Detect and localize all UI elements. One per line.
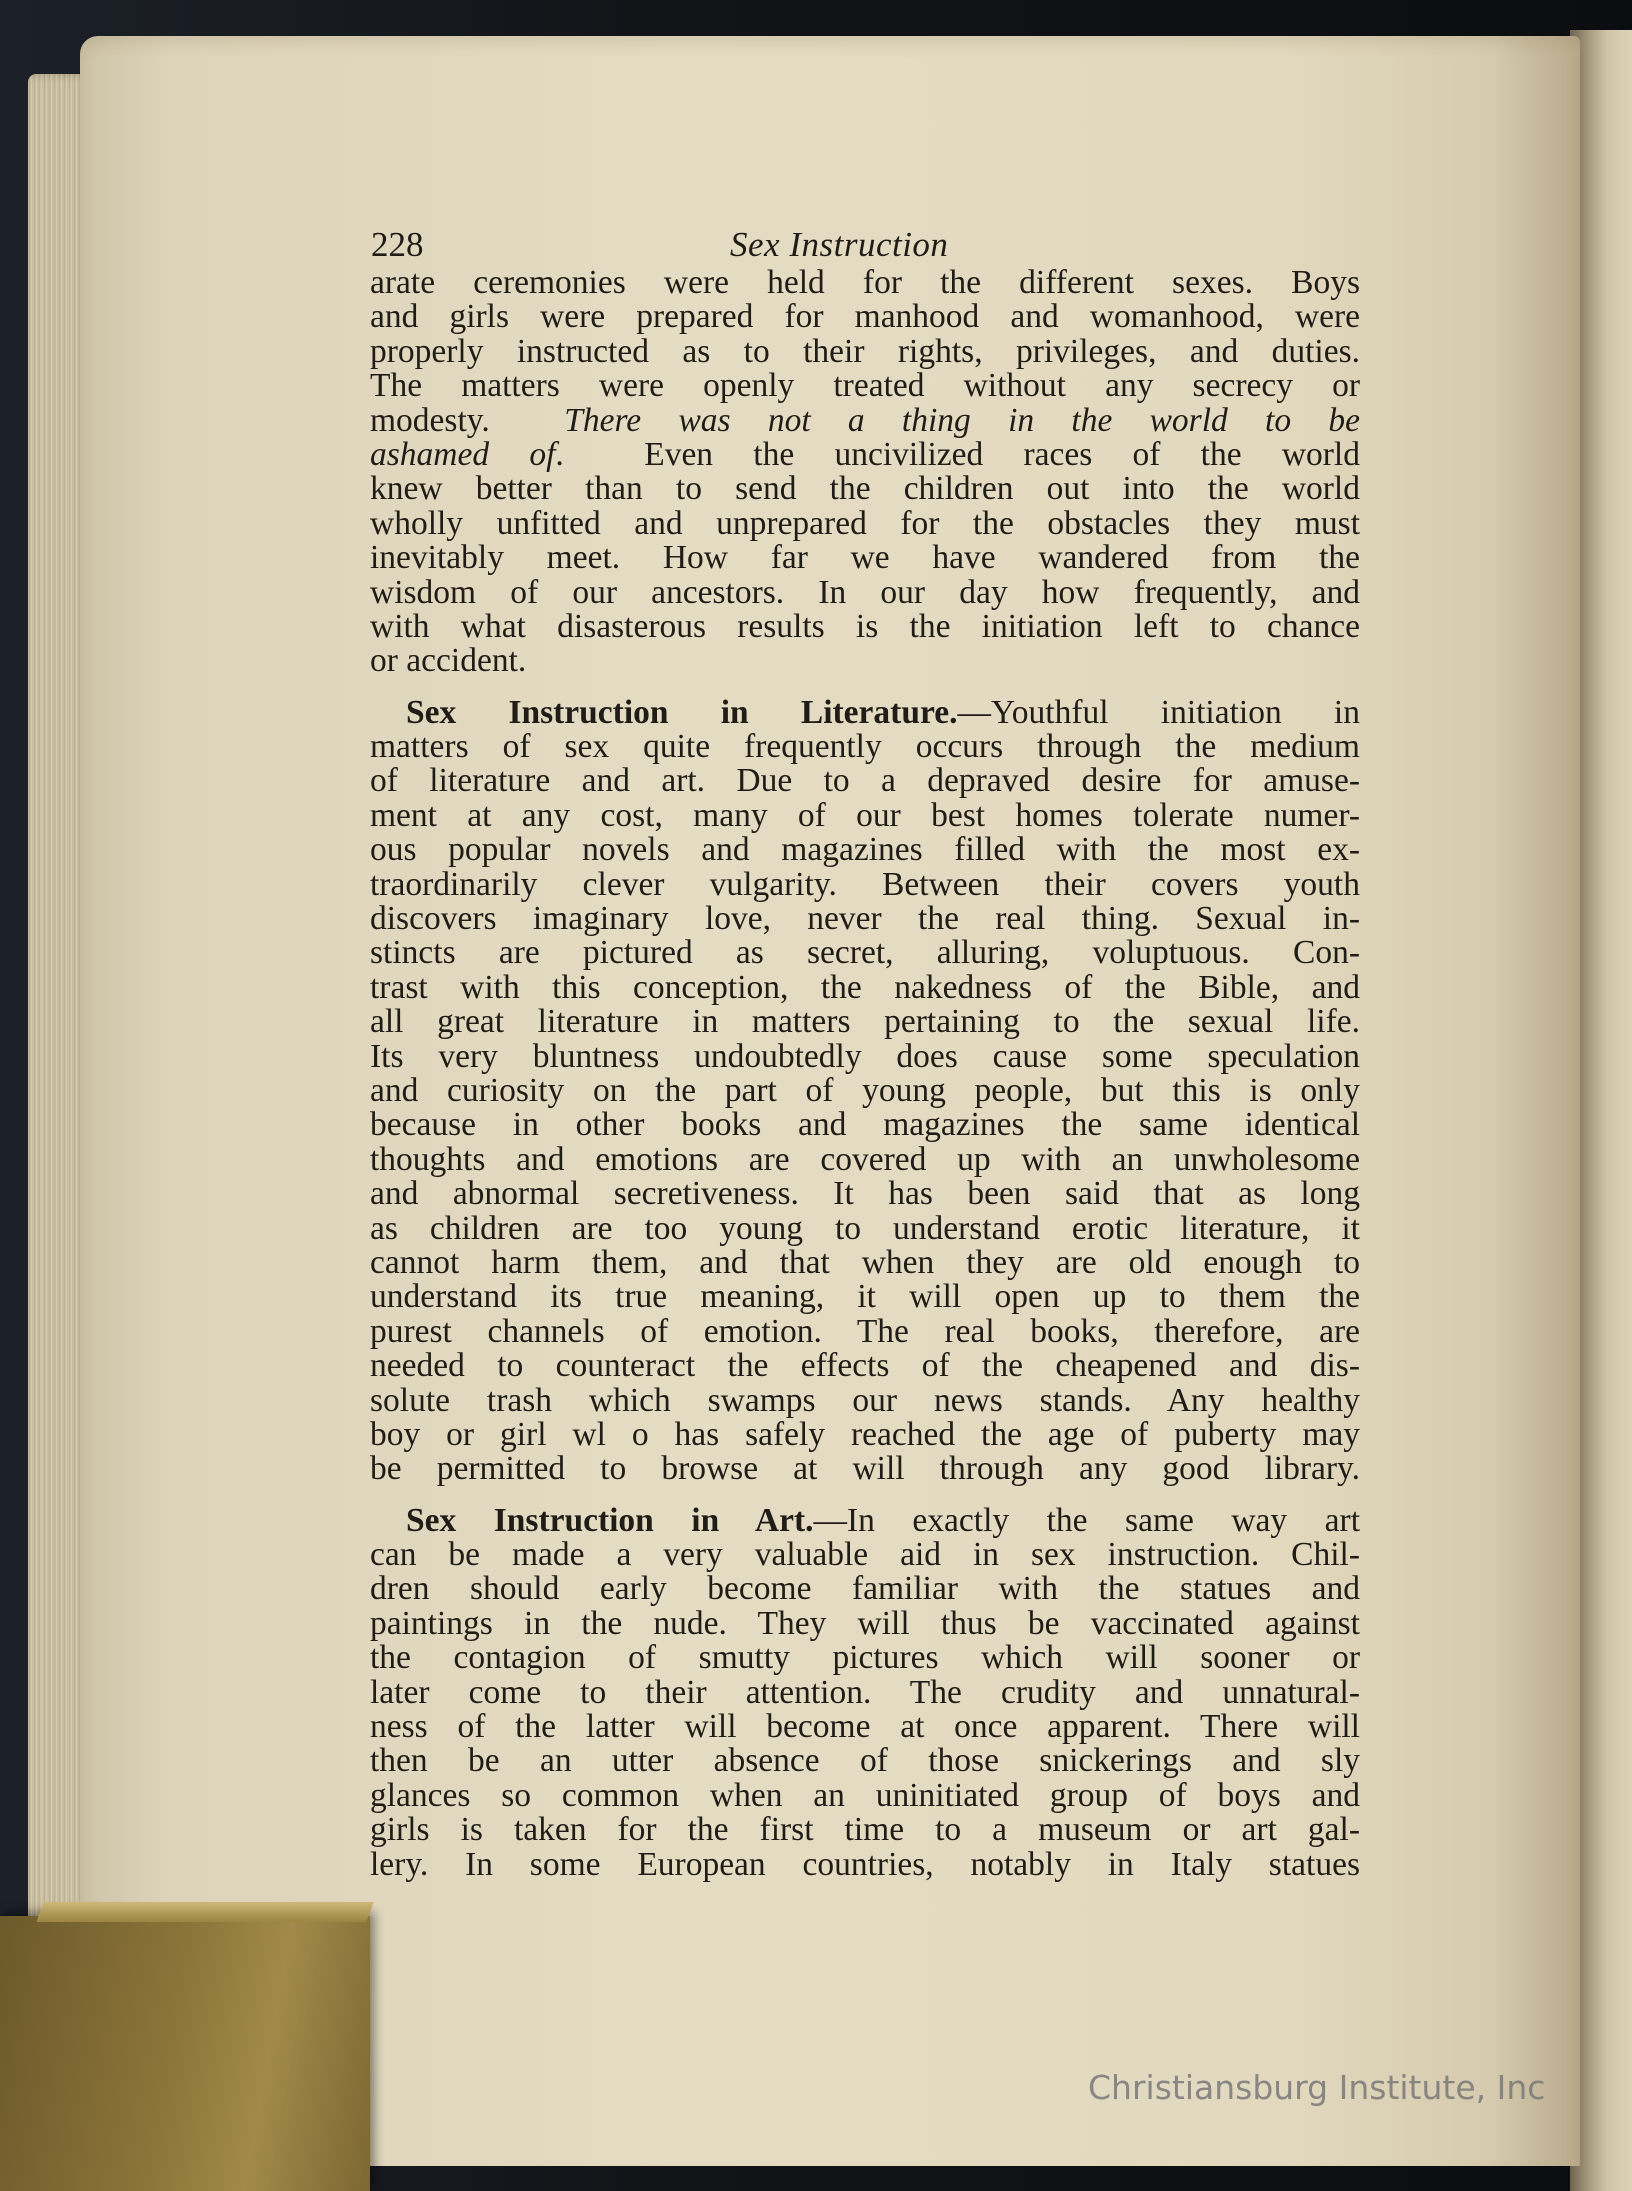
paragraph-1 xyxy=(370,266,1360,679)
section-heading-art: Sex Instruction in Art. xyxy=(406,1501,814,1539)
text-line: needed to counteract the effects of the cheapened and dis- xyxy=(370,1347,1360,1385)
text-line: paintings in the nude. They will thus be vaccinated against xyxy=(370,1604,1360,1642)
text-line: discovers imaginary love, never the real thing. Sexual in- xyxy=(370,900,1360,938)
text-line: and abnormal secretiveness. It has been said that as long xyxy=(370,1175,1360,1213)
text-line: because in other books and magazines the same identical xyxy=(370,1106,1360,1144)
text-line: thoughts and emotions are covered up with an unwholesome xyxy=(370,1140,1360,1178)
paragraph-literature xyxy=(370,693,1360,1488)
text-line: matters of sex quite frequently occurs through the medium xyxy=(370,728,1360,766)
text-line: boy or girl wl o has safely reached the age of puberty may xyxy=(370,1415,1360,1453)
text-line: understand its true meaning, it will open up to them the xyxy=(370,1278,1360,1316)
text-line: be permitted to browse at will through any good library. xyxy=(370,1450,1360,1488)
text-line: properly instructed as to their rights, privileges, and duties. xyxy=(370,332,1360,370)
watermark: Christiansburg Institute, Inc xyxy=(1088,2068,1546,2107)
text-line: knew better than to send the children out into the world xyxy=(370,470,1360,508)
text-line: glances so common when an uninitiated group of boys and xyxy=(370,1776,1360,1814)
page-number: 228 xyxy=(371,225,424,264)
italic-phrase: ashamed of xyxy=(370,435,556,473)
text-line: cannot harm them, and that when they are old enough to xyxy=(370,1243,1360,1281)
text-line: traordinarily clever vulgarity. Between their covers youth xyxy=(370,865,1360,903)
text-line: dren should early become familiar with the statues and xyxy=(370,1570,1360,1608)
text-line: ment at any cost, many of our best homes tolerate numer- xyxy=(370,796,1360,834)
running-title: Sex Instruction xyxy=(730,225,949,264)
text-line-with-italic: ashamed of. Even the uncivilized races of the world xyxy=(370,435,1360,473)
text-line: trast with this conception, the nakedness of the Bible, and xyxy=(370,968,1360,1006)
text-line: ous popular novels and magazines filled with the most ex- xyxy=(370,831,1360,869)
bookmark-block xyxy=(0,1916,370,2191)
text-line: of literature and art. Due to a depraved desire for amuse- xyxy=(370,762,1360,800)
text-line: and girls were prepared for manhood and womanhood, were xyxy=(370,298,1360,336)
text-line: girls is taken for the first time to a museum or art gal- xyxy=(370,1811,1360,1849)
running-head xyxy=(370,210,1360,266)
text-line: purest channels of emotion. The real books, therefore, are xyxy=(370,1312,1360,1350)
text-line: wholly unfitted and unprepared for the obstacles they must xyxy=(370,504,1360,542)
text-line: then be an utter absence of those snickerings and sly xyxy=(370,1742,1360,1780)
text-line: lery. In some European countries, notably in Italy statues xyxy=(370,1845,1360,1883)
text-line: the contagion of smutty pictures which will sooner or xyxy=(370,1639,1360,1677)
text-line: or accident. xyxy=(370,642,527,680)
text-line-with-heading xyxy=(370,1501,1360,1539)
section-heading-literature: Sex Instruction in Literature. xyxy=(406,693,958,731)
text-line: and curiosity on the part of young people, but this is only xyxy=(370,1071,1360,1109)
text-line-with-italic: modesty. There was not a thing in the world to be xyxy=(370,401,1360,439)
heading-continuation: —In exactly the same way art xyxy=(813,1501,1360,1539)
text-line: wisdom of our ancestors. In our day how frequently, and xyxy=(370,573,1360,611)
text-line: can be made a very valuable aid in sex instruction. Chil- xyxy=(370,1536,1360,1574)
text-line: inevitably meet. How far we have wandered from the xyxy=(370,539,1360,577)
text-line: arate ceremonies were held for the different sexes. Boys xyxy=(370,264,1360,301)
italic-phrase: There was not a thing in the world to be xyxy=(564,401,1360,439)
text-line: as children are too young to understand erotic literature, it xyxy=(370,1209,1360,1247)
heading-continuation: —Youthful initiation in xyxy=(957,693,1360,731)
text-line: with what disasterous results is the initiation left to chance xyxy=(370,607,1360,645)
text-line: all great literature in matters pertaining to the sexual life. xyxy=(370,1003,1360,1041)
text-line-with-heading xyxy=(370,693,1360,731)
text-line: ness of the latter will become at once apparent. There will xyxy=(370,1708,1360,1746)
text-line: solute trash which swamps our news stands. Any healthy xyxy=(370,1381,1360,1419)
text-line: later come to their attention. The crudity and unnatural- xyxy=(370,1673,1360,1711)
text-line: Its very bluntness undoubtedly does cause some speculation xyxy=(370,1037,1360,1075)
text-line: stincts are pictured as secret, alluring, voluptuous. Con- xyxy=(370,934,1360,972)
text-line: The matters were openly treated without any secrecy or xyxy=(370,367,1360,405)
page-text-block xyxy=(370,210,1360,1882)
paragraph-art xyxy=(370,1501,1360,1883)
